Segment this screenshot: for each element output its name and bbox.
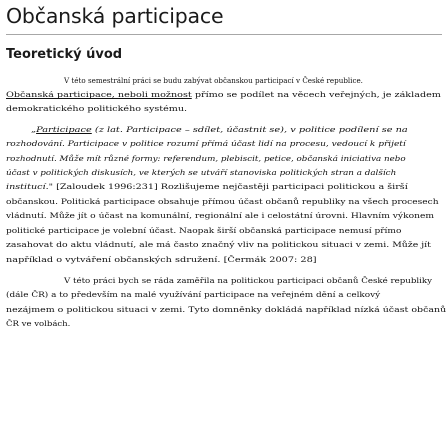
para2-line-6: občanskou. Politická participace obsahuje přímou účast občanů republiky na všech procesech (6, 197, 439, 206)
para2-line-8: politické participace je volební účast. Naopak širší občanská participace nemusí přímo (6, 226, 402, 235)
para2-line-2: rozhodování. Participace v politice rozumí přímá účast lidí na procesu, vedoucí k přijetí (6, 139, 406, 148)
para2-line-4: účast v politických diskusích, ve kterých se utváří stanoviska politických stran a dalších (6, 168, 397, 177)
para1-line-2: Občanská participace, neboli možnost přímo se podílet na věcech veřejných, je základem (6, 90, 441, 99)
para1-line-1: V této semestrální práci se budu zabývat občanskou participací v České republice. (64, 76, 363, 85)
title-divider (6, 34, 442, 35)
para2-line-10: například o vytváření občanských sdružení. [Čermák 2007: 28] (6, 255, 317, 264)
para2-line-5: institucí." [Zaloudek 1996:231] Rozlišujeme nejčastěji participaci politickou a širší (6, 182, 408, 191)
para2-line-3: rozhodnutí. Může mít různé formy: referendum, plebiscit, petice, občanská iniciativa nebo (6, 154, 406, 163)
para2-line-7: vládnutí. Může jít o účast na komunální, regionální ale i celostátní úrovni. Hlavním výkonem (6, 211, 435, 220)
para1-line-3: demokratického politického systému. (6, 104, 188, 113)
para3-line-4: ČR ve volbách. (6, 319, 71, 328)
page-title: Občanská participace (6, 4, 224, 28)
participace-link[interactable]: Participace (36, 125, 92, 134)
para2-line-1: „Participace (z lat. Participace – sdílet, účastnit se), v politice podílení se na (31, 125, 408, 134)
para3-line-2: (dále ČR) a to především na malé využívání participace na veřejném dění a celkový (6, 290, 381, 299)
participation-link[interactable]: Občanská participace, neboli možnost (6, 90, 192, 99)
para2-line-9: zasahovat do aktu vládnutí, ale má často značný vliv na politickou situaci v zemi. Může jít (6, 240, 431, 249)
section-heading: Teoretický úvod (6, 47, 123, 62)
para3-line-1: V této práci bych se ráda zaměřila na politickou participaci občanů České republiky (64, 276, 433, 285)
citation-link[interactable]: [Čermák 2007: 28] (223, 255, 317, 264)
para3-line-3: nezájmem o politickou situaci v zemi. Tyto domněnky dokládá například nízká účast občanů (6, 305, 447, 314)
